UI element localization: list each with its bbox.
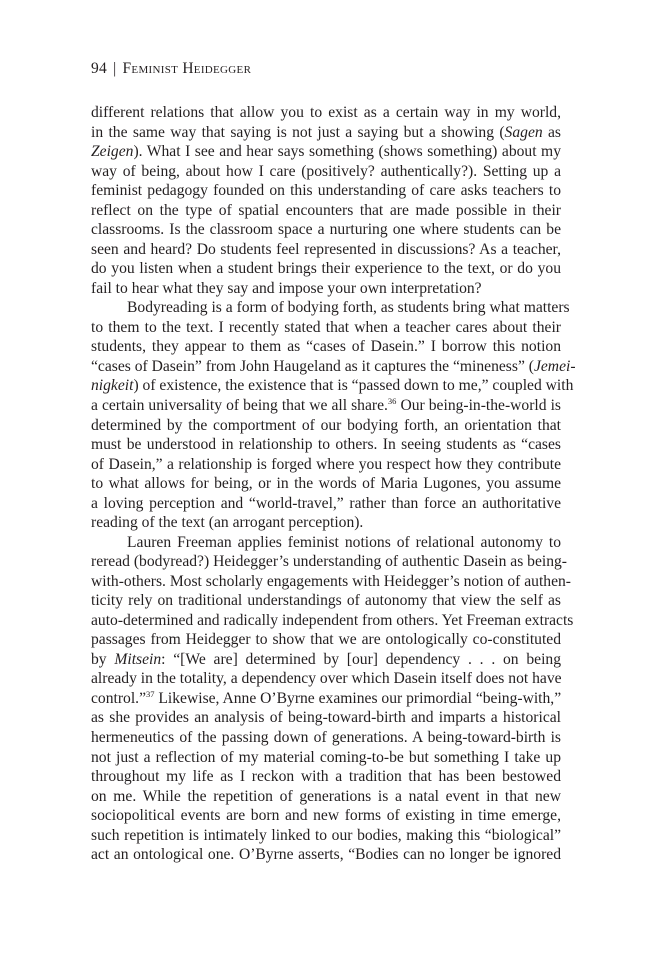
text-line: control.”$^{37}$ Likewise, Anne O’Byrne examines our primordial “being-with,” <box>91 688 562 707</box>
text-line: must be understood in relationship to others. In seeing students as “cases <box>91 436 561 454</box>
italic-term: Zeigen <box>91 143 134 161</box>
text-line: nigkeit) of existence, the existence that is “passed down to me,” coupled with <box>91 377 574 395</box>
text-line: to them to the text. I recently stated that when a teacher cares about their <box>91 318 561 336</box>
text-line: to what allows for being, or in the words of Maria Lugones, you assume <box>91 475 561 493</box>
text-line: on me. While the repetition of generations is a natal event in that new <box>91 787 561 805</box>
text-line: passages from Heidegger to show that we are ontologically co-constituted <box>91 631 561 649</box>
text-line: a loving perception and “world-travel,” rather than force an authoritative <box>91 494 561 512</box>
italic-term: nigkeit <box>91 377 134 395</box>
text-line: seen and heard? Do students feel represented in discussions? As a teacher, <box>91 240 561 258</box>
book-title: Feminist Heidegger <box>122 60 252 77</box>
text-line: “cases of Dasein” from John Haugeland as it captures the “mineness” (Jemei- <box>91 357 576 375</box>
text-line: by Mitsein: “[We are] determined by [our] dependency . . . on being <box>91 650 561 668</box>
text-line: such repetition is intimately linked to our bodies, making this “biological” <box>91 826 561 844</box>
footnote-marker: 36 <box>387 395 397 406</box>
text-line: Zeigen). What I see and hear says something (shows something) about my <box>91 143 561 161</box>
text-line: different relations that allow you to exist as a certain way in my world, <box>91 104 561 121</box>
text-line: classrooms. Is the classroom space a nurturing one where students can be <box>91 221 561 239</box>
text-line: already in the totality, a dependency over which Dasein itself does not have <box>91 670 562 688</box>
text-line: reread (bodyread?) Heidegger’s understanding of authentic Dasein as being- <box>91 553 567 571</box>
text-line: reading of the text (an arrogant perception). <box>91 514 364 532</box>
body-text <box>91 103 576 865</box>
text-line: feminist pedagogy founded on this understanding of care asks teachers to <box>91 182 561 200</box>
text-line: throughout my life as I reckon with a tradition that has been bestowed <box>91 768 561 786</box>
text-line: way of being, about how I care (positively? authentically?). Setting up a <box>91 162 561 180</box>
text-line: as she provides an analysis of being-toward-birth and imparts a historical <box>91 709 561 727</box>
text-line: act an ontological one. O’Byrne asserts, “Bodies can no longer be ignored <box>91 846 561 864</box>
text-line: not just a reflection of my material coming-to-be but something I take up <box>91 748 561 766</box>
paragraph-start-line: Lauren Freeman applies feminist notions of relational autonomy to <box>127 533 561 551</box>
text-line: reflect on the type of spatial encounters that are made possible in their <box>91 201 561 219</box>
text-line: do you listen when a student brings their experience to the text, or do you <box>91 260 561 278</box>
text-line: ticity rely on traditional understandings of autonomy that view the self as <box>91 592 561 610</box>
text-line: of Dasein,” a relationship is forged where you respect how they contribute <box>91 455 561 473</box>
text-line: a certain universality of being that we all share.$^{36}$ Our being-in-the-world is <box>91 395 561 414</box>
text-line: auto-determined and radically independent from others. Yet Freeman extracts <box>91 611 574 629</box>
page-number: 94 <box>91 60 108 77</box>
text-line: fail to hear what they say and impose your own interpretation? <box>91 279 482 297</box>
text-line: sociopolitical events are born and new forms of existing in time emerge, <box>91 807 561 825</box>
text-line: with-others. Most scholarly engagements with Heidegger’s notion of authen- <box>91 572 571 590</box>
text-line: students, they appear to them as “cases of Dasein.” I borrow this notion <box>91 338 561 356</box>
text-line: determined by the comportment of our bodying forth, an orientation that <box>91 416 561 434</box>
italic-term: Mitsein <box>114 650 162 668</box>
running-head <box>91 60 251 78</box>
text-line: hermeneutics of the passing down of generations. A being-toward-birth is <box>91 729 561 746</box>
paragraph-start-line: Bodyreading is a form of bodying forth, as students bring what matters <box>127 299 570 317</box>
footnote-marker: 37 <box>146 688 155 699</box>
italic-term: Sagen <box>504 123 543 141</box>
italic-term: Jemei- <box>533 357 576 375</box>
text-line: in the same way that saying is not just a saying but a showing (Sagen as <box>91 123 561 141</box>
running-head-separator: | <box>113 60 117 77</box>
